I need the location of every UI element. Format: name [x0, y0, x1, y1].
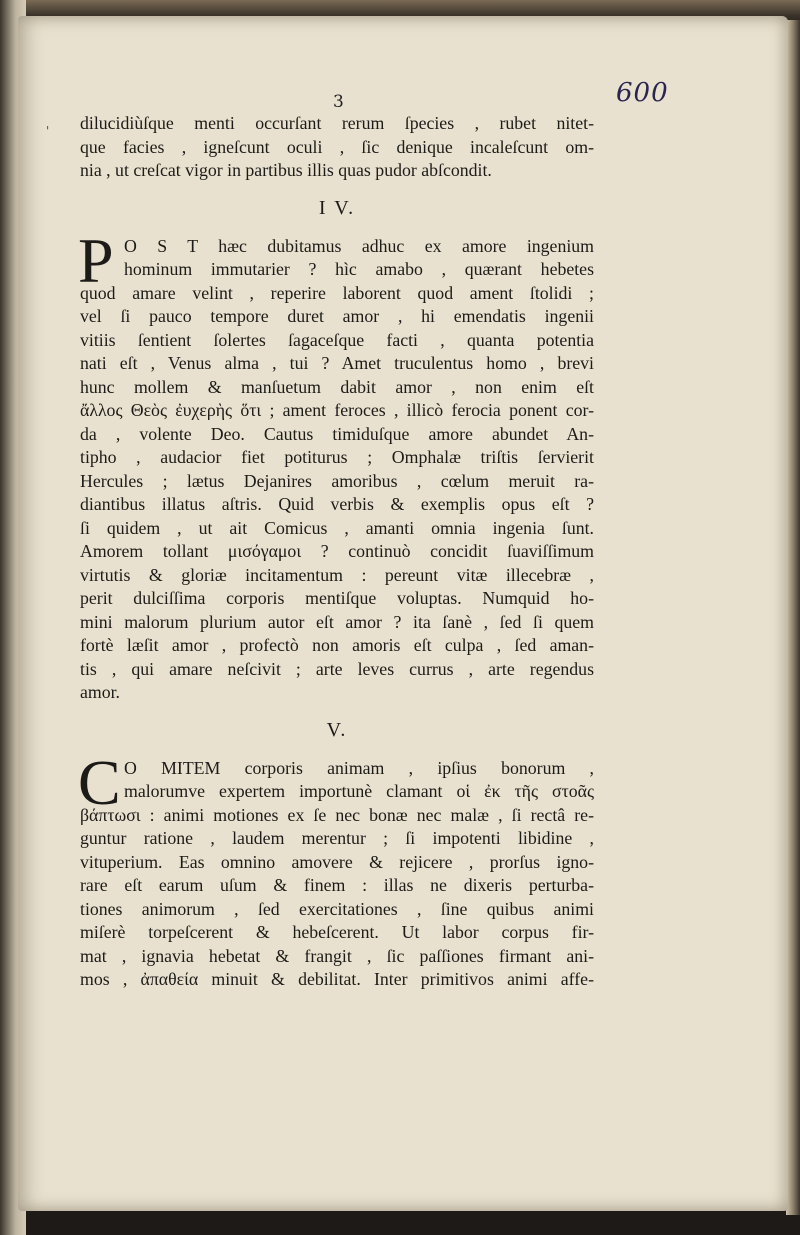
section-iv-paragraph	[78, 224, 594, 705]
text-line: hunc mollem & manſuetum dabit amor , non enim eſt	[80, 376, 594, 397]
margin-mark: '	[46, 124, 50, 138]
text-line: malorumve expertem importunè clamant οἱ ἐκ τῆς στοᾶς	[124, 781, 594, 801]
text-line: vitiis ſentient ſolertes ſagaceſque facti , quanta potentia	[80, 329, 594, 350]
text-line: tiones animorum , ſed exercitationes , ſine quibus animi	[80, 898, 594, 919]
drop-cap-p: P	[78, 224, 114, 296]
text-line: hominum immutarier ? hìc amabo , quærant hebetes	[124, 259, 594, 279]
text-line: nia , ut creſcat vigor in partibus illis quas pudor abſcondit.	[80, 160, 492, 180]
text-line: ἄλλος Θεὸς ἐυχερὴς ὅτι ; ament feroces , illicò ferocia ponent cor-	[80, 400, 594, 420]
section-heading-v: V.	[326, 718, 348, 741]
book-page-edges-right	[786, 20, 800, 1215]
text-line: amor.	[80, 682, 120, 702]
text-line: da , volente Deo. Cautus timiduſque amore abundet An-	[80, 423, 594, 444]
page-number: 3	[333, 92, 344, 112]
text-line: vituperium. Eas omnino amovere & rejicere , prorſus igno-	[80, 851, 594, 872]
main-text-block	[80, 112, 594, 992]
text-line: perit dulciſſima corporis mentiſque voluptas. Numquid ho-	[80, 588, 594, 608]
text-line: virtutis & gloriæ incitamentum : pereunt vitæ illecebræ ,	[80, 564, 594, 585]
text-line: que facies , igneſcunt oculi , ſic denique incaleſcunt om-	[80, 136, 594, 157]
intro-paragraph	[80, 112, 594, 183]
text-line: O S T hæc dubitamus adhuc ex amore ingenium	[124, 235, 594, 256]
text-line: guntur ratione , laudem merentur ; ſi impotenti libidine ,	[80, 828, 594, 848]
text-line: diantibus illatus aſtris. Quid verbis & exemplis opus eſt ?	[80, 494, 594, 514]
text-line: tipho , audacior fiet potiturus ; Omphalæ triſtis ſervierit	[80, 447, 594, 467]
text-line: miſerè torpeſcerent & hebeſcerent. Ut labor corpus fir-	[80, 922, 594, 942]
section-v-paragraph	[78, 746, 594, 992]
text-line: tis , qui amare neſcivit ; arte leves currus , arte regendus	[80, 658, 594, 679]
text-line: fortè læſit amor , profectò non amoris eſt culpa , ſed aman-	[80, 635, 594, 655]
text-line: quod amare velint , reperire laborent quod ament ſtolidi ;	[80, 282, 594, 303]
text-line: dilucidiùſque menti occurſant rerum ſpecies , rubet nitet-	[80, 113, 594, 133]
text-line: mini malorum plurium autor eſt amor ? ita ſanè , ſed ſi quem	[80, 611, 594, 632]
drop-cap-c: C	[78, 746, 121, 818]
handwritten-folio-number: 600	[616, 78, 669, 108]
text-line: vel ſi pauco tempore duret amor , hi emendatis ingenii	[80, 306, 594, 326]
text-line: mat , ignavia hebetat & frangit , ſic paſſiones firmant ani-	[80, 945, 594, 966]
section-heading-iv: I V.	[318, 196, 356, 219]
text-line: mos , ἀπαθεία minuit & debilitat. Inter primitivos animi affe-	[80, 969, 594, 989]
text-line: nati eſt , Venus alma , tui ? Amet truculentus homo , brevi	[80, 353, 594, 373]
text-line: O MITEM corporis animam , ipſius bonorum ,	[124, 757, 594, 778]
text-line: ſi quidem , ut ait Comicus , amanti omnia ingenia ſunt.	[80, 517, 594, 538]
text-line: Hercules ; lætus Dejanires amoribus , cœlum meruit ra-	[80, 470, 594, 491]
text-line: rare eſt earum uſum & finem : illas ne dixeris perturba-	[80, 875, 594, 895]
text-line: βάπτωσι : animi motiones ex ſe nec bonæ nec malæ , ſi rectâ re-	[80, 804, 594, 825]
text-line: Amorem tollant μισόγαμοι ? continuò concidit ſuaviſſimum	[80, 541, 594, 561]
